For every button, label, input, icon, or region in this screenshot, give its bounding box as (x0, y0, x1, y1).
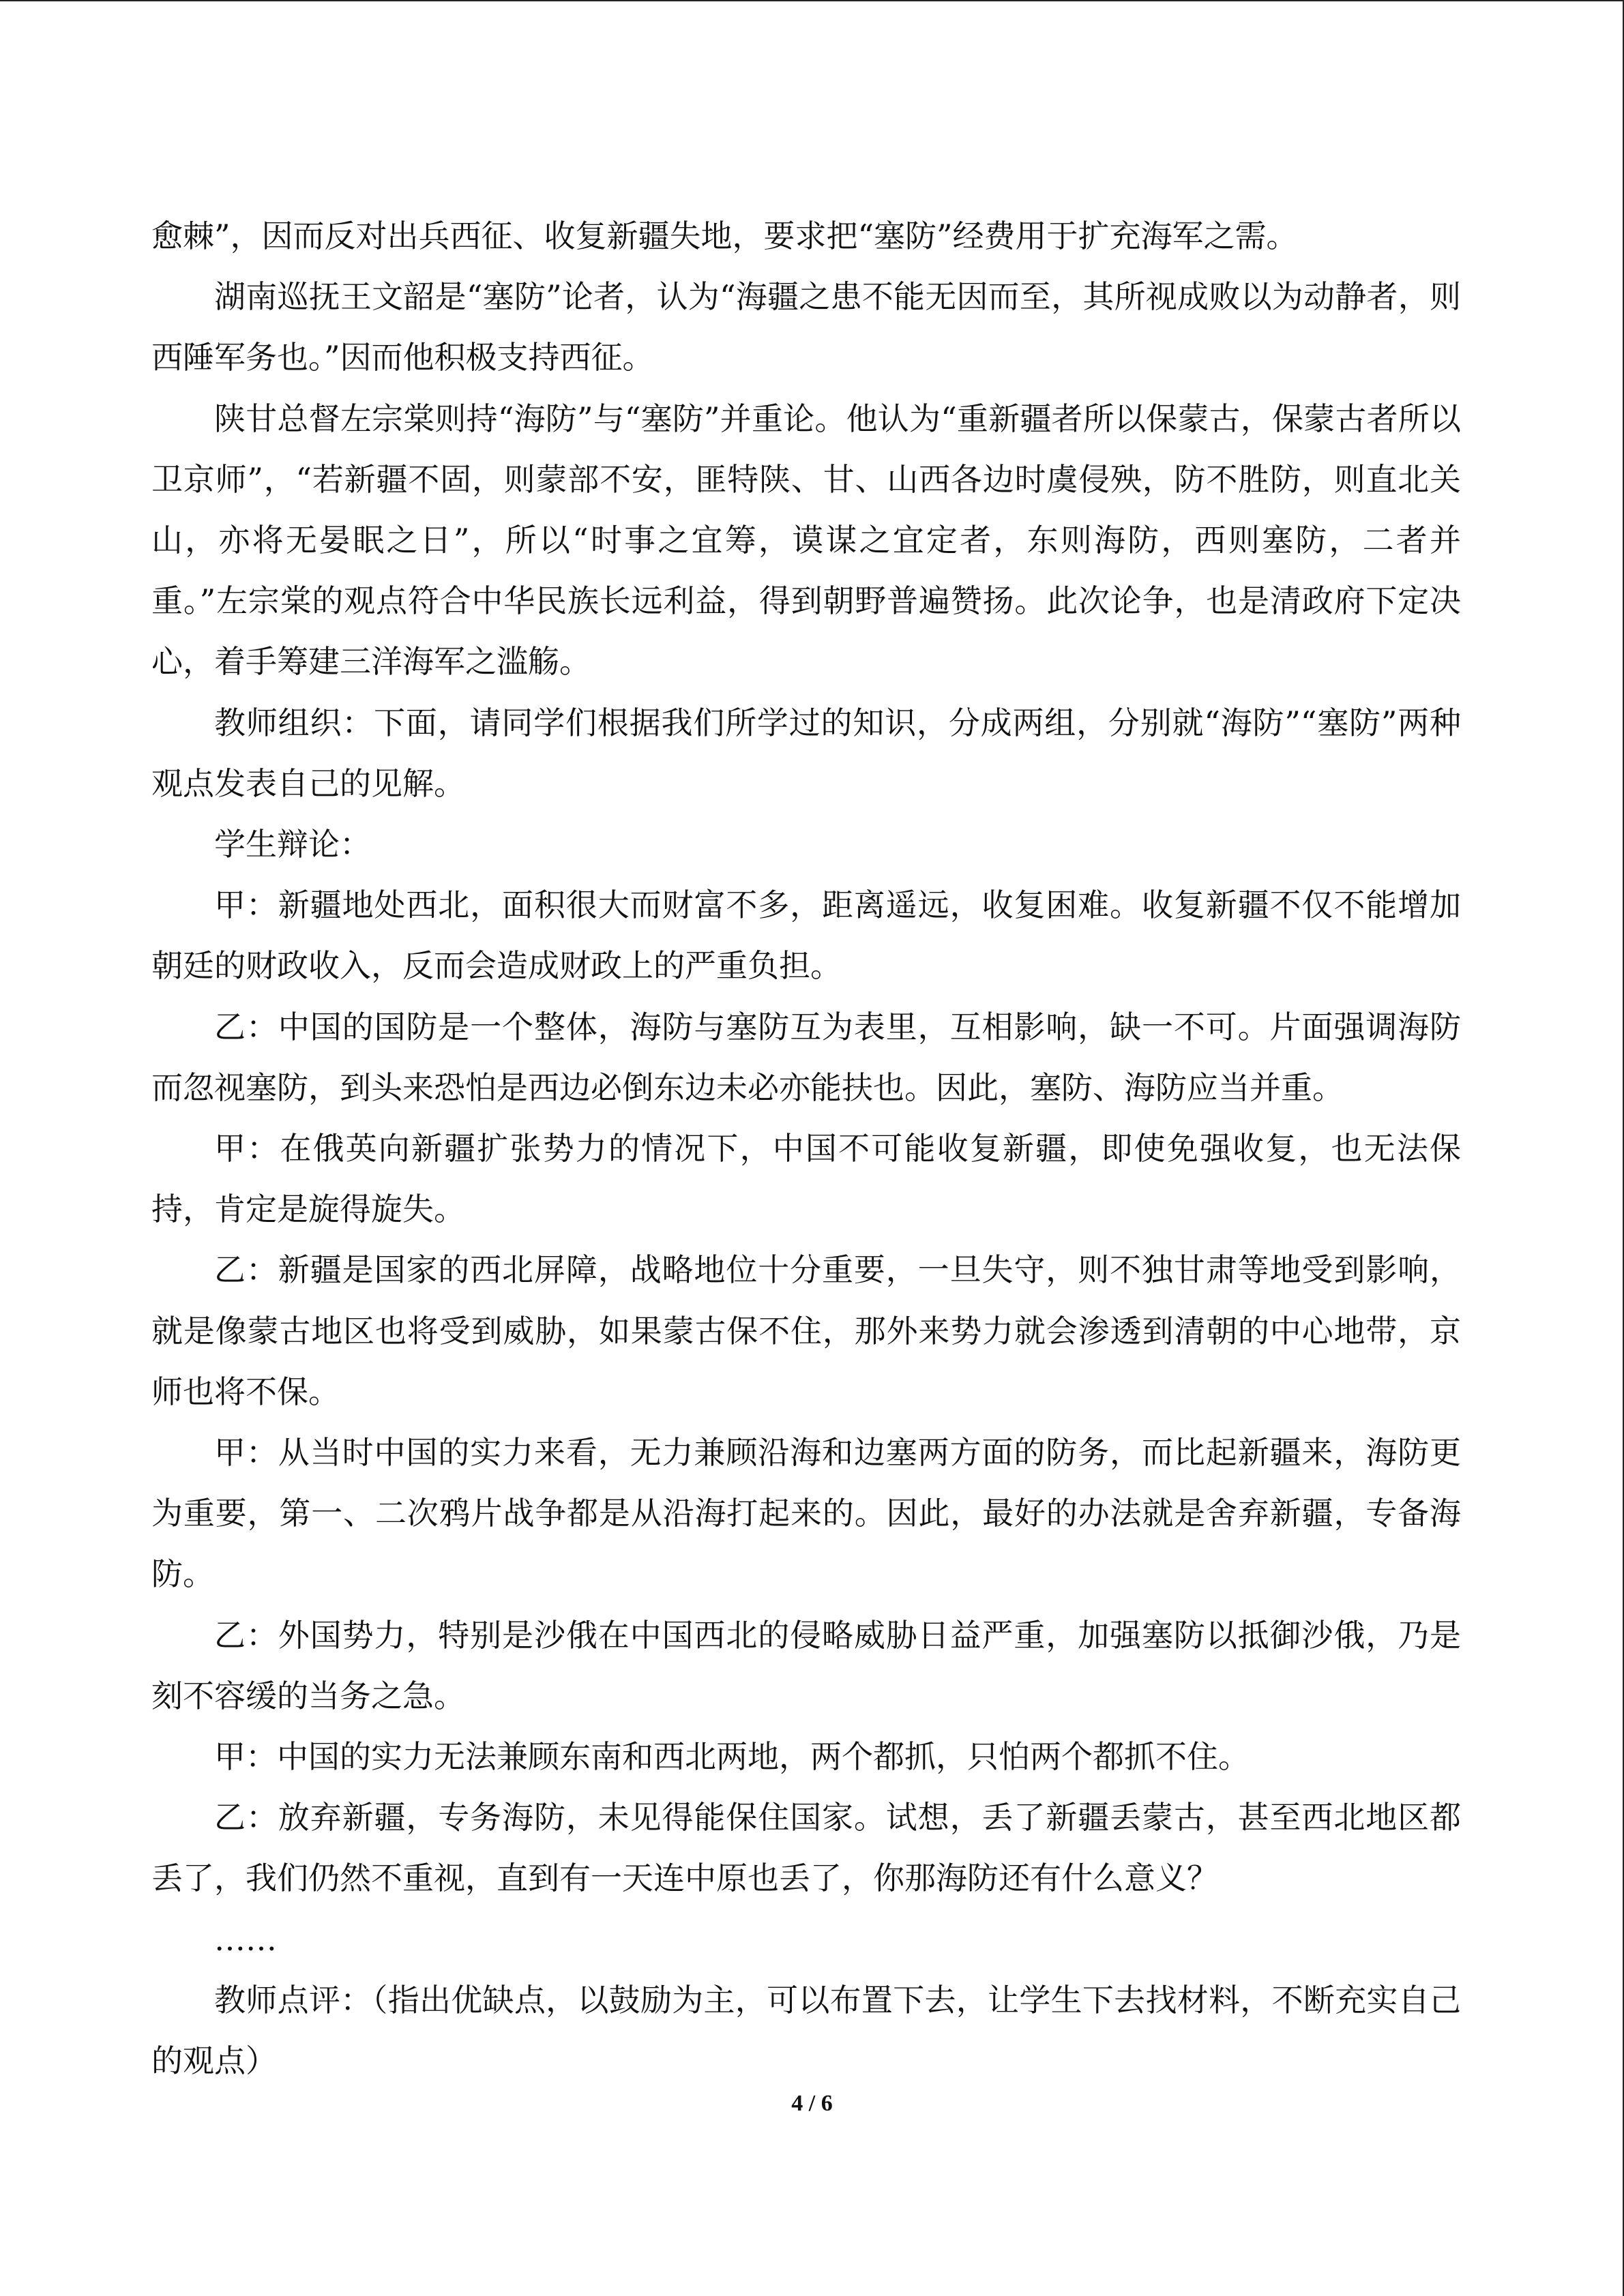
paragraph: 愈棘”，因而反对出兵西征、收复新疆失地，要求把“塞防”经费用于扩充海军之需。 (151, 218, 1298, 254)
paragraph: 甲：从当时中国的实力来看，无力兼顾沿海和边塞两方面的防务，而比起新疆来，海防更为重要，第一、二次鸦片战争都是从沿海打起来的。因此，最好的办法就是舍弃新疆，专备海防。 (151, 1434, 1461, 1593)
paragraph: 教师组织：下面，请同学们根据我们所学过的知识，分成两组，分别就“海防”“塞防”两种观点发表自己的见解。 (151, 704, 1461, 802)
paragraph: 乙：放弃新疆，专务海防，未见得能保住国家。试想，丢了新疆丢蒙古，甚至西北地区都丢了，我们仍然不重视，直到有一天连中原也丢了，你那海防还有什么意义？ (151, 1799, 1461, 1897)
paragraph: 湖南巡抚王文韶是“塞防”论者，认为“海疆之患不能无因而至，其所视成败以为动静者，则西陲军务也。”因而他积极支持西征。 (151, 278, 1461, 376)
paragraph: 教师点评：（指出优缺点，以鼓励为主，可以布置下去，让学生下去找材料，不断充实自己的观点） (151, 1981, 1461, 2080)
page-number: 4 / 6 (791, 2091, 833, 2116)
ellipsis-paragraph: …… (214, 1920, 277, 1958)
paragraph: 甲：中国的实力无法兼顾东南和西北两地，两个都抓，只怕两个都抓不住。 (214, 1738, 1250, 1776)
paragraph: 乙：外国势力，特别是沙俄在中国西北的侵略威胁日益严重，加强塞防以抵御沙俄，乃是刻不容缓的当务之急。 (151, 1616, 1461, 1714)
paragraph: 陕甘总督左宗棠则持“海防”与“塞防”并重论。他认为“重新疆者所以保蒙古，保蒙古者所以卫京师”，“若新疆不固，则蒙部不安，匪特陕、甘、山西各边时虞侵殃，防不胜防，则直北关山，亦将无晏眠之日”，所以“时事之宜筹，谟谋之宜定者，东则海防，西则塞防，二者并重。”左宗棠的观点符合中华民族长远利益，得到朝野普遍赞扬。此次论争，也是清政府下定决心，着手筹建三洋海军之滥觞。 (151, 400, 1461, 681)
paragraph: 学生辩论： (214, 826, 371, 863)
paragraph: 乙：新疆是国家的西北屏障，战略地位十分重要，一旦失守，则不独甘肃等地受到影响，就是像蒙古地区也将受到威胁，如果蒙古保不住，那外来势力就会渗透到清朝的中心地带，京师也将不保。 (151, 1251, 1461, 1410)
paragraph: 乙：中国的国防是一个整体，海防与塞防互为表里，互相影响，缺一不可。片面强调海防而忽视塞防，到头来恐怕是西边必倒东边未必亦能扶也。因此，塞防、海防应当并重。 (151, 1008, 1461, 1106)
document-body (151, 206, 1461, 2091)
paragraph: 甲：新疆地处西北，面积很大而财富不多，距离遥远，收复困难。收复新疆不仅不能增加朝廷的财政收入，反而会造成财政上的严重负担。 (151, 886, 1461, 985)
paragraph: 甲：在俄英向新疆扩张势力的情况下，中国不可能收复新疆，即使免强收复，也无法保持，肯定是旋得旋失。 (151, 1130, 1461, 1228)
